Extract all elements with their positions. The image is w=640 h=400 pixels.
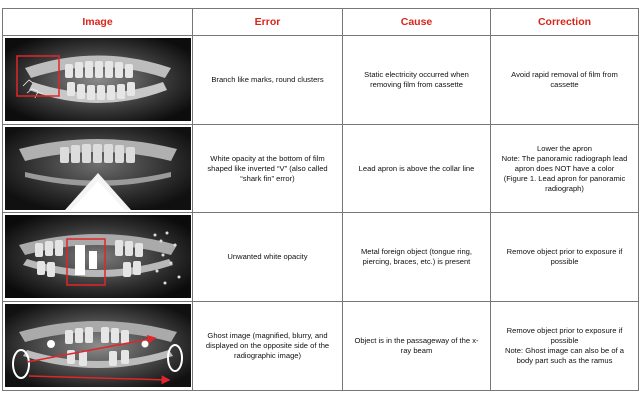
header-correction: Correction <box>491 9 639 36</box>
correction-cell: Remove object prior to exposure if possible <box>491 213 639 302</box>
table-row <box>3 36 639 125</box>
error-cell: Unwanted white opacity <box>193 213 343 302</box>
header-cause: Cause <box>343 9 491 36</box>
image-cell <box>3 213 193 302</box>
table-row <box>3 125 639 213</box>
image-cell <box>3 36 193 125</box>
panoramic-xray-shark-fin-icon <box>5 127 191 210</box>
header-error: Error <box>193 9 343 36</box>
cause-cell: Object is in the passageway of the x- ray beam <box>343 302 491 391</box>
error-cell: Ghost image (magnified, blurry, and displayed on the opposite side of the radiographic image) <box>193 302 343 391</box>
correction-cell: Remove object prior to exposure if possible Note: Ghost image can also be of a body part such as the ramus <box>491 302 639 391</box>
cause-cell: Static electricity occurred when removing film from cassette <box>343 36 491 125</box>
panoramic-xray-foreign-object-icon <box>5 215 191 298</box>
panoramic-xray-ghost-image-icon <box>5 304 191 387</box>
error-cell: White opacity at the bottom of film shaped like inverted “V” (also called “shark fin” error) <box>193 125 343 213</box>
cause-cell: Metal foreign object (tongue ring, piercing, braces, etc.) is present <box>343 213 491 302</box>
error-table <box>2 8 639 391</box>
cause-cell: Lead apron is above the collar line <box>343 125 491 213</box>
header-row <box>3 9 639 36</box>
panoramic-xray-static-icon <box>5 38 191 121</box>
correction-cell: Avoid rapid removal of film from cassette <box>491 36 639 125</box>
correction-cell: Lower the apron Note: The panoramic radiograph lead apron does NOT have a color (Figure 1. Lead apron for panoramic radiograph) <box>491 125 639 213</box>
table-row <box>3 213 639 302</box>
image-cell <box>3 302 193 391</box>
table-row <box>3 302 639 391</box>
error-cell: Branch like marks, round clusters <box>193 36 343 125</box>
image-cell <box>3 125 193 213</box>
header-image: Image <box>3 9 193 36</box>
